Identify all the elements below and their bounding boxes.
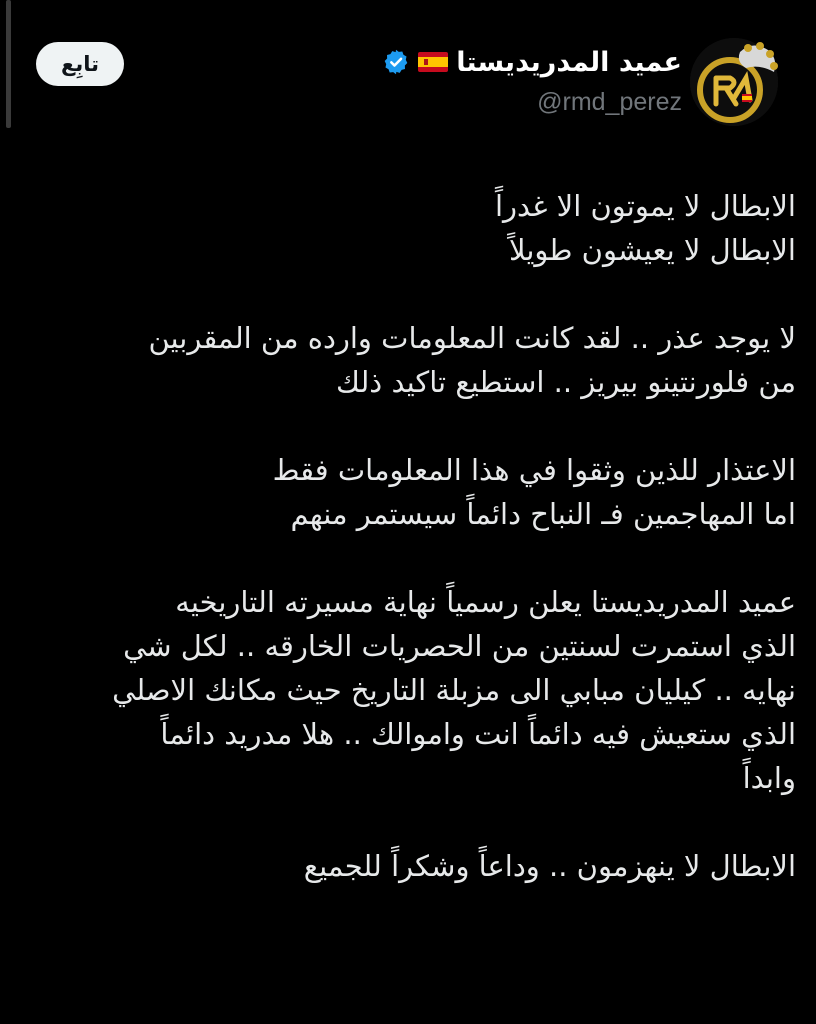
tweet-paragraph-4 (11, 580, 796, 800)
tweet-line: الابطال لا يعيشون طويلاً (509, 233, 796, 267)
tweet-line: نهايه .. كيليان مبابي الى مزبلة التاريخ حيث مكانك الاصلي (112, 673, 796, 707)
user-info (382, 42, 682, 117)
verified-badge-icon[interactable] (382, 48, 410, 76)
avatar[interactable] (690, 38, 778, 126)
tweet-paragraph-2 (11, 316, 796, 404)
tweet-line: الابطال لا يموتون الا غدراً (495, 189, 796, 223)
tweet-paragraph-3 (11, 448, 796, 536)
tweet-text (11, 184, 796, 932)
tweet-line: الذي ستعيش فيه دائماً انت واموالك .. هلا مدريد دائماً (160, 717, 796, 751)
name-row (382, 42, 682, 82)
tweet-line: وابداً (742, 761, 796, 795)
tweet-line: اما المهاجمين فـ النباح دائماً سيستمر منهم (290, 497, 796, 531)
display-name[interactable]: عميد المدريديستا (456, 46, 682, 78)
tweet-line: الابطال لا ينهزمون .. وداعاً وشكراً للجميع (303, 849, 796, 883)
follow-button[interactable]: تابِع (36, 42, 124, 86)
tweet-line: الذي استمرت لسنتين من الحصريات الخارقه .. لكل شي (123, 629, 796, 663)
tweet-paragraph-5 (11, 844, 796, 888)
tweet-line: الاعتذار للذين وثقوا في هذا المعلومات فقط (272, 453, 796, 487)
tweet-line: لا يوجد عذر .. لقد كانت المعلومات وارده من المقربين (148, 321, 796, 355)
tweet-line: عميد المدريديستا يعلن رسمياً نهاية مسيرته التاريخيه (175, 585, 796, 619)
scroll-indicator[interactable] (6, 0, 11, 128)
tweet-paragraph-1 (11, 184, 796, 272)
spain-flag-icon (418, 52, 448, 72)
user-handle[interactable]: @rmd_perez (537, 88, 682, 116)
avatar-crest-icon (690, 38, 778, 126)
tweet-line: من فلورنتينو بيريز .. استطيع تاكيد ذلك (336, 365, 796, 399)
